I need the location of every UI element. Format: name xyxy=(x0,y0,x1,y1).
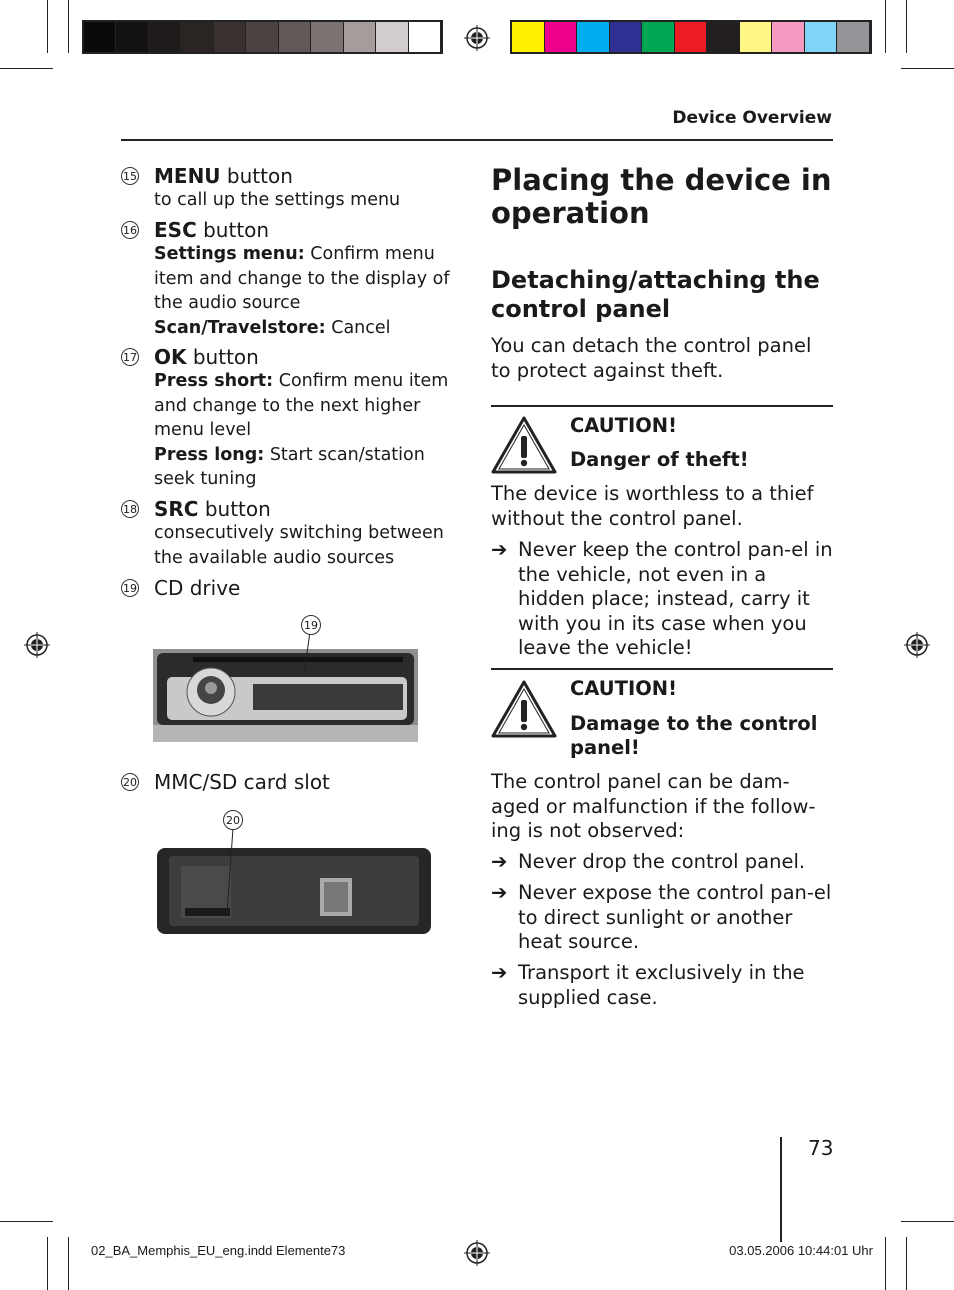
crop-mark xyxy=(901,68,954,69)
item-number: 16 xyxy=(121,221,139,239)
item-desc: Confirm menu item and change to the display of the audio source xyxy=(154,244,450,313)
arrow-bullet-icon: ➔ xyxy=(491,961,508,984)
list-item xyxy=(491,850,833,875)
caution-text: The device is worthless to a thief without the control panel. xyxy=(491,482,814,530)
arrow-bullet-icon: ➔ xyxy=(491,850,508,873)
list-item xyxy=(121,770,461,794)
color-swatch xyxy=(214,22,246,52)
callout-number: 19 xyxy=(301,615,321,635)
item-desc: Confirm menu item and change to the next higher menu level xyxy=(154,371,449,440)
list-item xyxy=(491,961,833,1010)
color-swatch xyxy=(610,22,643,52)
page-number-rule xyxy=(780,1137,782,1242)
footer-filename: 02_BA_Memphis_EU_eng.indd Elemente73 xyxy=(91,1243,346,1258)
list-item xyxy=(491,881,833,955)
item-desc: consecutively switching between the available audio sources xyxy=(154,523,444,568)
item-title-bold: ESC xyxy=(154,218,197,242)
crop-mark xyxy=(47,0,48,53)
color-swatch xyxy=(116,22,148,52)
color-swatch xyxy=(181,22,213,52)
item-number: 15 xyxy=(121,167,139,185)
bullet-text: Transport it exclusively in the supplied case. xyxy=(518,961,805,1009)
callout-number: 20 xyxy=(223,810,243,830)
crop-mark xyxy=(47,1237,48,1290)
header-rule xyxy=(121,139,833,141)
cd-drive-photo xyxy=(153,612,419,743)
color-swatch xyxy=(409,22,441,52)
color-swatch xyxy=(84,22,116,52)
caution-rule xyxy=(491,668,833,670)
item-desc: to call up the settings menu xyxy=(154,190,401,210)
item-title-bold: SRC xyxy=(154,497,199,521)
color-swatch xyxy=(675,22,708,52)
registration-mark-icon xyxy=(464,25,490,51)
item-number: 17 xyxy=(121,348,139,366)
item-title: button xyxy=(220,164,293,188)
item-desc-label: Press short: xyxy=(154,371,274,391)
crop-mark xyxy=(906,1237,907,1290)
color-swatch xyxy=(837,22,870,52)
intro-text: You can detach the control panel to protect against theft. xyxy=(491,334,812,382)
list-item xyxy=(121,345,461,492)
item-desc: Start scan/station seek tuning xyxy=(154,444,425,489)
caution-text: The control panel can be dam-aged or malfunction if the follow-ing is not observed: xyxy=(491,770,816,842)
bullet-text: Never drop the control panel. xyxy=(518,850,806,873)
crop-mark xyxy=(0,1221,53,1222)
arrow-bullet-icon: ➔ xyxy=(491,881,508,904)
page-title: Placing the device in operation xyxy=(491,163,832,230)
registration-mark-icon xyxy=(24,632,50,658)
list-item xyxy=(121,164,461,213)
item-title: MMC/SD card slot xyxy=(154,770,330,794)
color-swatch xyxy=(577,22,610,52)
warning-triangle-icon xyxy=(491,680,557,738)
section-subtitle: Detaching/attaching the control panel xyxy=(491,266,820,323)
arrow-bullet-icon: ➔ xyxy=(491,538,508,561)
color-swatch xyxy=(642,22,675,52)
item-desc-label: Scan/Travelstore: xyxy=(154,317,326,338)
item-title-bold: MENU xyxy=(154,164,221,188)
color-swatch xyxy=(311,22,343,52)
list-item xyxy=(121,218,461,340)
caution-label: CAUTION! xyxy=(570,414,677,437)
color-swatch xyxy=(279,22,311,52)
color-bar xyxy=(510,20,872,54)
bullet-text: Never keep the control pan-el in the vehicle, not even in a hidden place; instead, carry it with you in its case when you leave the vehicle! xyxy=(518,538,833,659)
item-number: 18 xyxy=(121,500,139,518)
caution-heading: Damage to the control panel! xyxy=(570,712,818,759)
page-number: 73 xyxy=(808,1136,834,1160)
color-swatch xyxy=(772,22,805,52)
bullet-text: Never expose the control pan-el to direct sunlight or another heat source. xyxy=(518,881,832,953)
grayscale-bar xyxy=(82,20,443,54)
footer-date: 03.05.2006 10:44:01 Uhr xyxy=(729,1243,873,1258)
section-header: Device Overview xyxy=(672,108,832,128)
list-item xyxy=(491,538,833,661)
item-desc-label: Press long: xyxy=(154,444,265,465)
color-swatch xyxy=(344,22,376,52)
crop-mark xyxy=(885,0,886,53)
item-title: button xyxy=(186,345,259,369)
color-swatch xyxy=(246,22,278,52)
crop-mark xyxy=(901,1221,954,1222)
item-title: button xyxy=(198,497,271,521)
crop-mark xyxy=(885,1237,886,1290)
item-title: button xyxy=(196,218,270,242)
caution-rule xyxy=(491,405,833,407)
crop-mark xyxy=(68,1237,69,1290)
color-swatch xyxy=(376,22,408,52)
crop-mark xyxy=(906,0,907,53)
sd-slot-photo xyxy=(155,808,433,936)
item-title: CD drive xyxy=(154,576,241,600)
caution-heading: Danger of theft! xyxy=(570,448,749,471)
color-swatch xyxy=(545,22,578,52)
item-number: 19 xyxy=(121,579,139,597)
color-swatch xyxy=(512,22,545,52)
registration-mark-icon xyxy=(904,632,930,658)
crop-mark xyxy=(0,68,53,69)
list-item xyxy=(121,497,461,570)
item-number: 20 xyxy=(121,773,139,791)
item-title-bold: OK xyxy=(154,345,187,369)
caution-label: CAUTION! xyxy=(570,677,677,700)
color-swatch xyxy=(149,22,181,52)
item-desc-label: Settings menu: xyxy=(154,244,305,264)
color-swatch xyxy=(740,22,773,52)
color-swatch xyxy=(805,22,838,52)
item-desc: Cancel xyxy=(325,317,391,338)
list-item xyxy=(121,576,461,600)
registration-mark-icon xyxy=(464,1240,490,1266)
warning-triangle-icon xyxy=(491,416,557,474)
crop-mark xyxy=(68,0,69,53)
color-swatch xyxy=(707,22,740,52)
